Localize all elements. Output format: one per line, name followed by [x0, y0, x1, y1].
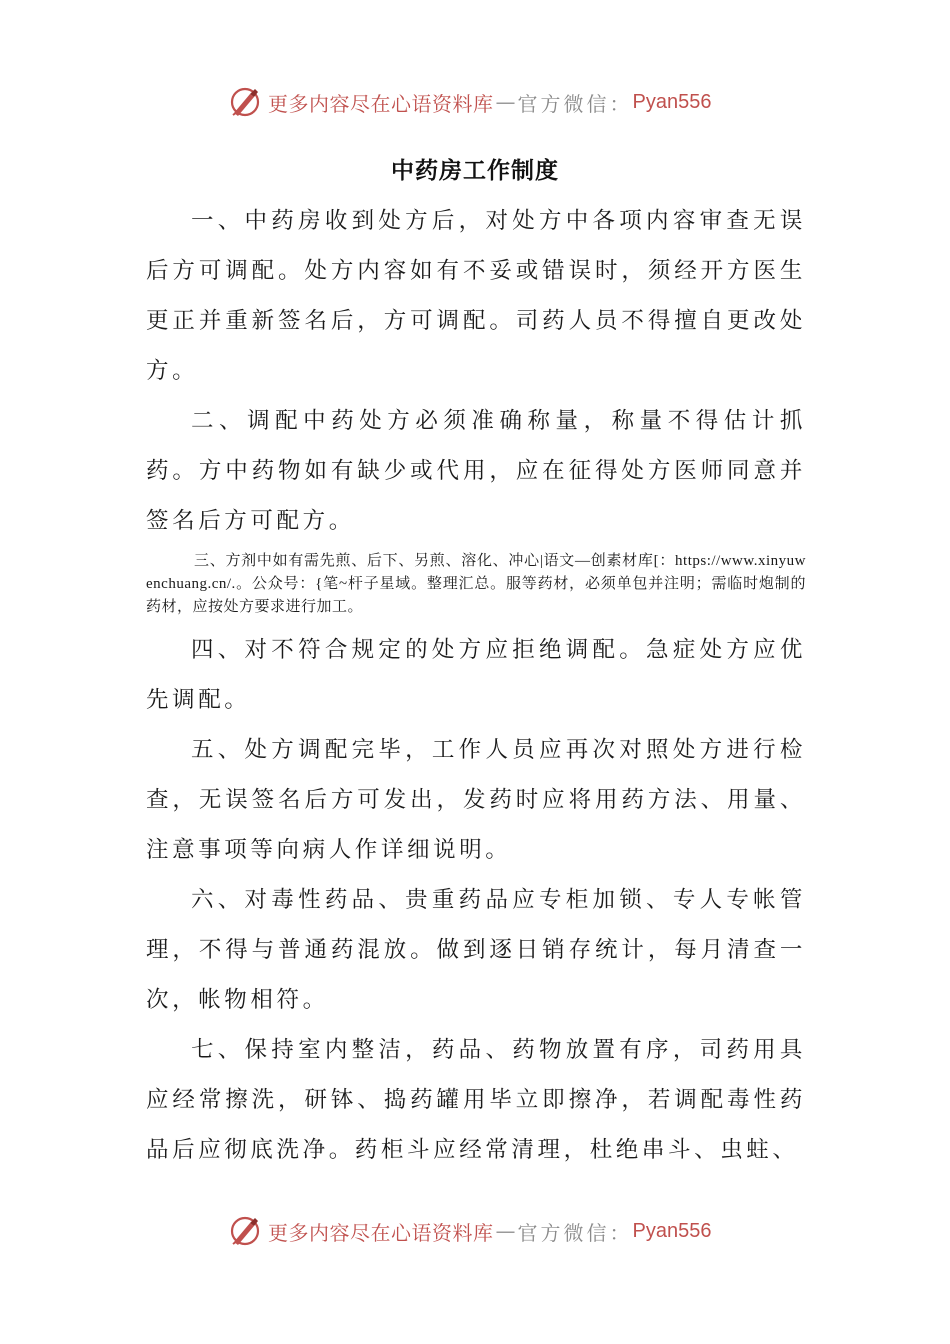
paragraph-1: 一、中药房收到处方后，对处方中各项内容审查无误后方可调配。处方内容如有不妥或错误时，须经开方医生更正并重新签名后，方可调配。司药人员不得擅自更改处方。 — [146, 208, 806, 384]
paragraph-7: 七、保持室内整洁，药品、药物放置有序，司药用具应经常擦洗，研钵、捣药罐用毕立即擦净，若调配毒性药品后应彻底洗净。药柜斗应经常清理，杜绝串斗、虫蛀、 — [146, 1037, 806, 1163]
banner-text: 更多内容尽在心语资料库 — [268, 91, 494, 116]
footer-banner — [228, 1211, 711, 1251]
pen-logo-icon — [228, 85, 262, 119]
pen-logo-icon — [228, 1214, 262, 1248]
banner-text: 更多内容尽在心语资料库 — [268, 1220, 494, 1245]
banner-wechat-label: 官方微信： — [517, 91, 633, 116]
banner-wechat-label: 官方微信： — [517, 1220, 633, 1245]
paragraph-2: 二、调配中药处方必须准确称量，称量不得估计抓药。方中药物如有缺少或代用，应在征得处方医师同意并签名后方可配方。 — [146, 408, 806, 534]
paragraph-6: 六、对毒性药品、贵重药品应专柜加锁、专人专帐管理，不得与普通药混放。做到逐日销存统计，每月清查一次，帐物相符。 — [146, 887, 806, 1013]
banner-dash: — — [495, 1219, 516, 1243]
document-body — [146, 196, 806, 1175]
banner-wechat-id: Pyan556 — [632, 90, 712, 113]
paragraph-5: 五、处方调配完毕，工作人员应再次对照处方进行检查，无误签名后方可发出，发药时应将用药方法、用量、注意事项等向病人作详细说明。 — [146, 737, 806, 863]
banner-dash: — — [495, 90, 516, 114]
paragraph-4: 四、对不符合规定的处方应拒绝调配。急症处方应优先调配。 — [146, 637, 806, 713]
paragraph-3: 三、方剂中如有需先煎、后下、另煎、溶化、冲心|语文—创素材库[：https://www.xinyuwenchuang.cn/.。公众号：{笔~杆子星域。整理汇总。服等药材，必须单包并注明；需临时炮制的药材，应按处方要求进行加工。 — [146, 553, 806, 615]
header-banner — [228, 82, 711, 122]
banner-wechat-id: Pyan556 — [632, 1219, 712, 1242]
document-title: 中药房工作制度 — [391, 158, 559, 184]
